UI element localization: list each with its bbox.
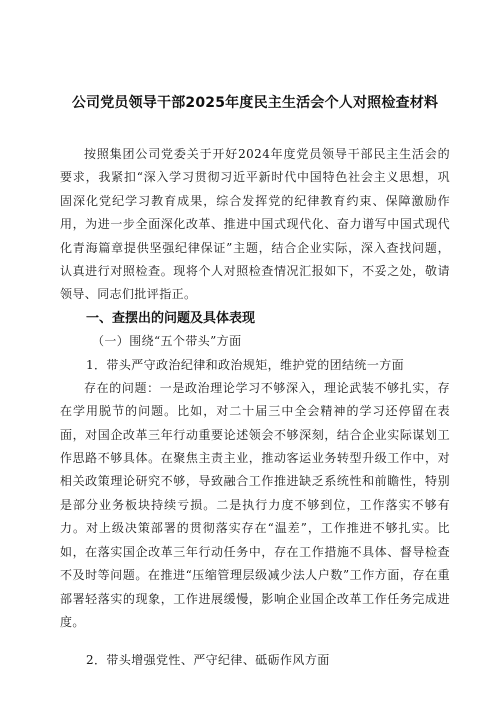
subsection-heading: （一）围绕“五个带头”方面 (92, 333, 242, 348)
section-heading: 一、查摆出的问题及具体表现 (86, 310, 256, 326)
intro-paragraph: 按照集团公司党委关于开好2024年度党员领导干部民主生活会的要求，我紧扣“深入学习贯彻习近平新时代中国特色社会主义思想，巩固深化党纪学习教育成果，综合发挥党的纪律教育约束、保障激励作用，为进一步全面深化改革、推进中国式现代化、奋力谱写中国式现代化青海篇章提供坚强纪律保证”主题，结合企业实际，深入查找问题，认真进行对照检查。现将个人对照检查情况汇报如下，不妥之处，敬请领导、同志们批评指正。 (60, 147, 450, 302)
document-title: 公司党员领导干部2025年度民主生活会个人对照检查材料 (71, 95, 439, 111)
item-heading-2: 2．带头增强党性、严守纪律、砥砺作风方面 (86, 653, 330, 668)
item-body-1: 存在的问题：一是政治理论学习不够深入，理论武装不够扎实，存在学用脱节的问题。比如，对二十届三中全会精神的学习还停留在表面，对国企改革三年行动重要论述领会不够深刻，结合企业实际谋划工作思路不够具体。在聚焦主责主业，推动客运业务转型升级工作中，对相关政策理论研究不够，导致融合工作推进缺乏系统性和前瞻性，特别是部分业务板块持续亏损。二是执行力度不够到位，工作落实不够有力。对上级决策部署的贯彻落实存在“温差”，工作推进不够扎实。比如，在落实国企改革三年行动任务中，存在工作措施不具体、督导检查不及时等问题。在推进“压缩管理层级减少法人户数”工作方面，存在重部署轻落实的现象，工作进展缓慢，影响企业国企改革工作任务完成进度。 (60, 380, 450, 629)
item-heading-1: 1．带头严守政治纪律和政治规矩，维护党的团结统一方面 (86, 357, 405, 372)
